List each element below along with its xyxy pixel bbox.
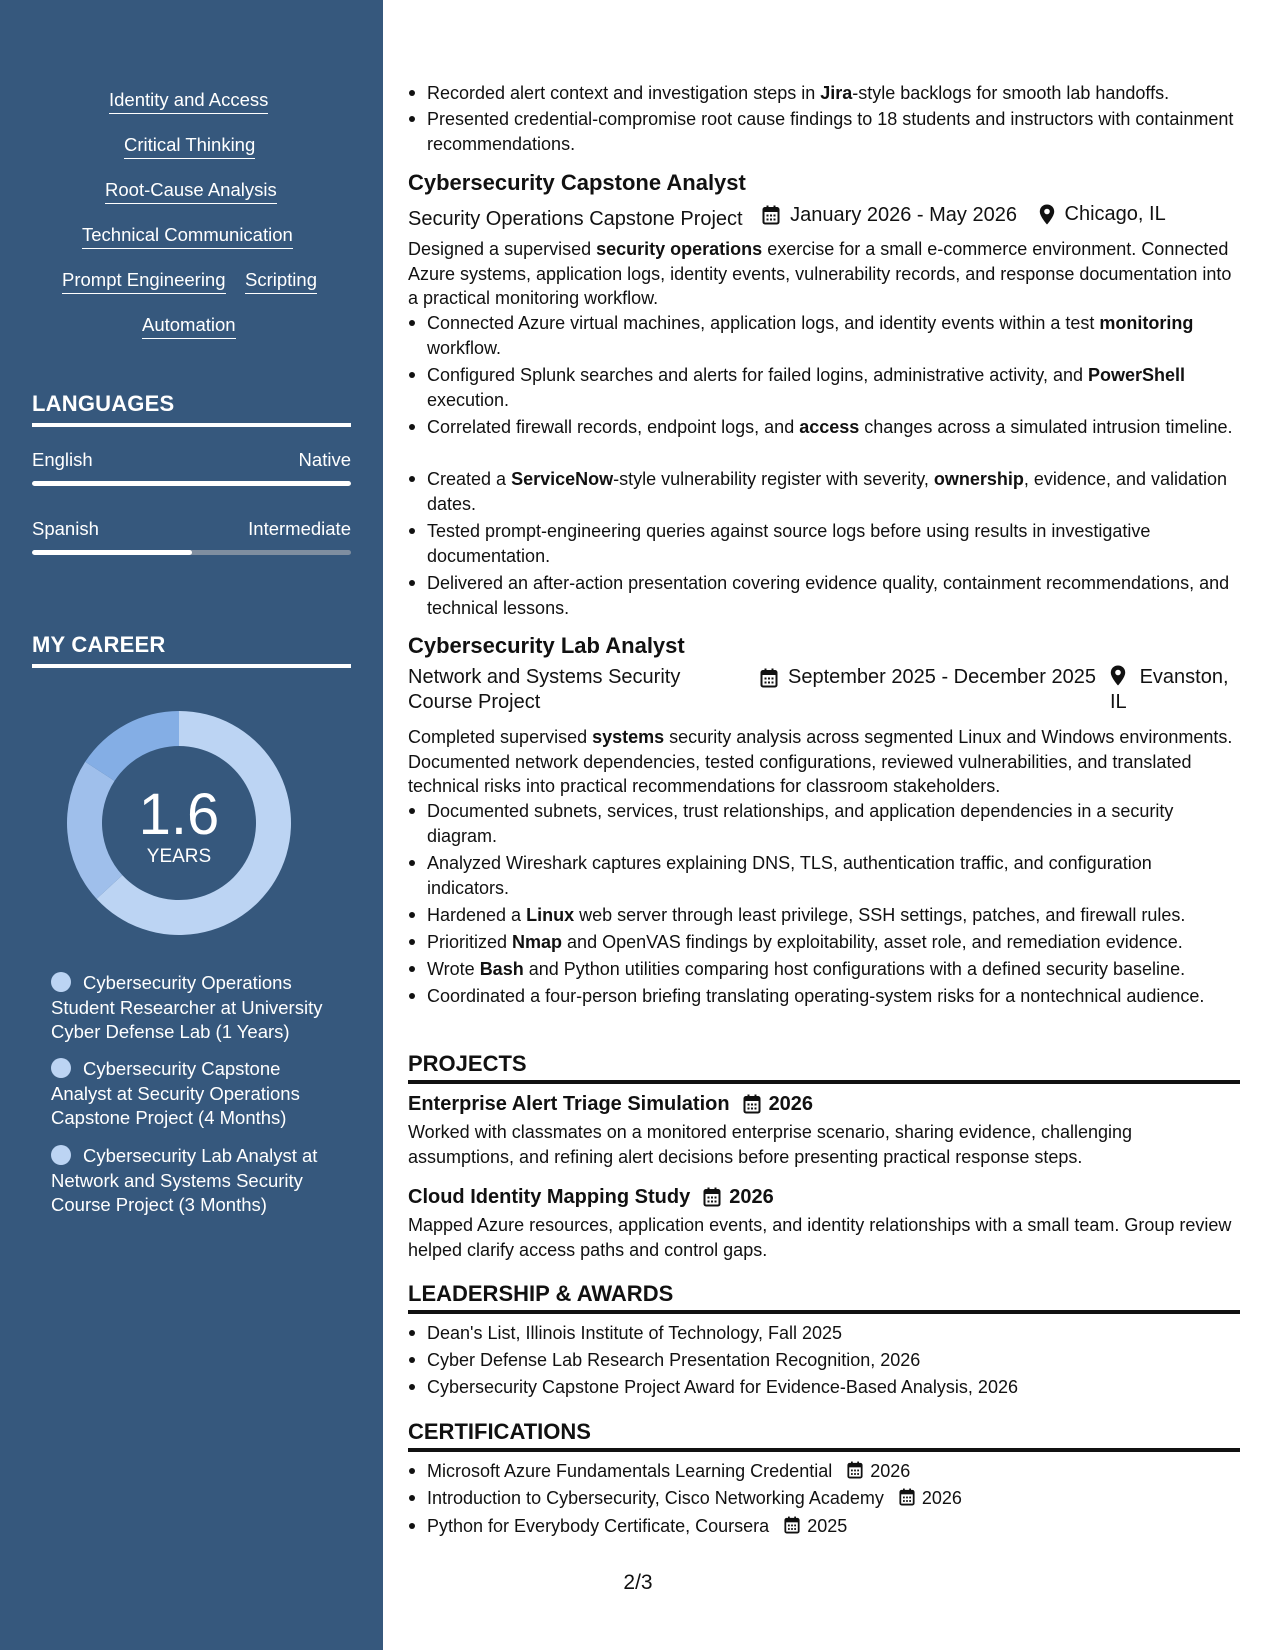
list-item: Presented credential-compromise root cause findings to 18 students and instructors with containment recommendations.: [408, 107, 1238, 156]
skill-tag: Automation: [142, 313, 236, 339]
skill-tag: Technical Communication: [82, 223, 293, 249]
list-item: Recorded alert context and investigation steps in Jira-style backlogs for smooth lab handoffs.: [408, 81, 1238, 106]
job-location: [1039, 202, 1166, 227]
languages-heading: LANGUAGES: [32, 391, 351, 427]
calendar-icon: [703, 1187, 721, 1207]
bold-keyword: Nmap: [512, 932, 563, 952]
sidebar: [0, 0, 383, 1650]
language-row: [32, 517, 351, 541]
project-description: Worked with classmates on a monitored enterprise scenario, sharing evidence, challenging assumptions, and refining alert decisions before presenting practical response steps.: [408, 1122, 1133, 1167]
career-heading: MY CAREER: [32, 632, 351, 668]
bold-keyword: ServiceNow: [511, 469, 614, 489]
map-pin-icon: [1110, 665, 1126, 686]
certification-year: 2026: [870, 1461, 911, 1481]
list-item: Hardened a Linux web server through least privilege, SSH settings, patches, and firewall rules.: [408, 903, 1238, 928]
job-location-text: Chicago, IL: [1064, 203, 1166, 225]
projects-heading: PROJECTS: [408, 1050, 1240, 1084]
skill-tag: Prompt Engineering: [62, 268, 226, 294]
list-item: Created a ServiceNow-style vulnerability register with severity, ownership, evidence, and validation dates.: [408, 467, 1238, 516]
skill-tag: Critical Thinking: [124, 133, 255, 159]
language-level: Native: [298, 449, 351, 470]
project-year: 2026: [729, 1186, 774, 1208]
bold-keyword: Bash: [479, 959, 524, 979]
list-item: Analyzed Wireshark captures explaining DNS, TLS, authentication traffic, and configuration indicators.: [408, 851, 1238, 900]
list-item: Correlated firewall records, endpoint logs, and access changes across a simulated intrusion timeline.: [408, 415, 1238, 440]
job-location: [1110, 665, 1240, 715]
list-item: Connected Azure virtual machines, application logs, and identity events within a test monitoring workflow.: [408, 311, 1238, 360]
leadership-heading: LEADERSHIP & AWARDS: [408, 1280, 1240, 1314]
project-name: Cloud Identity Mapping Study: [408, 1186, 691, 1208]
certification-name: Introduction to Cybersecurity, Cisco Networking Academy: [427, 1488, 884, 1508]
job-dates: [762, 203, 1017, 228]
calendar-icon: [743, 1094, 761, 1114]
bold-keyword: security operations: [596, 239, 763, 259]
job-organization: Network and Systems Security Course Project: [408, 666, 681, 713]
bold-keyword: access: [799, 417, 860, 437]
project-title: [408, 1091, 813, 1117]
skill-tag: Root-Cause Analysis: [105, 178, 277, 204]
certification-item: [408, 1514, 1238, 1539]
calendar-icon: [899, 1488, 915, 1506]
legend-dot-icon: [51, 1058, 71, 1078]
certification-year: 2026: [921, 1488, 962, 1508]
career-total-unit: YEARS: [146, 846, 212, 867]
language-proficiency-fill: [32, 481, 351, 486]
page-number: 2/3: [623, 1571, 653, 1594]
calendar-icon: [762, 205, 780, 225]
certifications-heading: CERTIFICATIONS: [408, 1418, 1240, 1452]
language-proficiency-fill: [32, 550, 192, 555]
career-legend-text: Cybersecurity Lab Analyst at Network and Systems Security Course Project (3 Months): [51, 1145, 318, 1215]
language-name: Spanish: [32, 518, 99, 539]
language-row: [32, 448, 351, 472]
bold-keyword: Jira: [820, 83, 853, 103]
bold-keyword: Linux: [526, 905, 575, 925]
calendar-icon: [760, 668, 778, 688]
list-item: Dean's List, Illinois Institute of Technology, Fall 2025: [408, 1321, 1238, 1346]
career-legend-item: [51, 1057, 341, 1131]
list-item: Wrote Bash and Python utilities comparing host configurations with a defined security baseline.: [408, 957, 1238, 982]
job-dates-text: September 2025 - December 2025: [788, 666, 1096, 688]
career-donut-segment: [85, 711, 179, 781]
certification-item: [408, 1486, 1238, 1511]
job-title: Cybersecurity Capstone Analyst: [408, 170, 746, 195]
career-total-value: 1.6: [138, 782, 220, 847]
skill-tag: Identity and Access: [109, 88, 268, 114]
job-summary: Designed a supervised security operations exercise for a small e-commerce environment. Connected Azure systems, application logs, identity events, vulnerability records, and response documentation into a practical monitoring workflow.: [408, 239, 1232, 308]
legend-dot-icon: [51, 1145, 71, 1165]
language-proficiency-bar: [32, 550, 351, 555]
job-subtitle: [408, 202, 1166, 232]
job-organization: Security Operations Capstone Project: [408, 208, 743, 230]
bold-keyword: PowerShell: [1088, 365, 1186, 385]
main-content: [408, 0, 1240, 1650]
legend-dot-icon: [51, 972, 71, 992]
certification-year: 2025: [807, 1516, 848, 1536]
career-legend-item: [51, 1144, 341, 1218]
list-item: Cybersecurity Capstone Project Award for Evidence-Based Analysis, 2026: [408, 1375, 1238, 1400]
job-dates: [760, 665, 1096, 695]
job-summary: Completed supervised systems security analysis across segmented Linux and Windows environments. Documented network dependencies, tested configurations, reviewed vulnerabilities, and translated technical risks into practical recommendations for classroom stakeholders.: [408, 727, 1233, 796]
job-dates-text: January 2026 - May 2026: [790, 203, 1017, 226]
career-legend-text: Cybersecurity Operations Student Researcher at University Cyber Defense Lab (1 Years): [51, 972, 323, 1042]
career-legend-text: Cybersecurity Capstone Analyst at Security Operations Capstone Project (4 Months): [51, 1058, 300, 1128]
language-level: Intermediate: [248, 518, 351, 539]
skill-tag: Scripting: [245, 268, 317, 294]
calendar-icon: [784, 1516, 800, 1534]
project-description: Mapped Azure resources, application events, and identity relationships with a small team. Group review helped clarify access paths and control gaps.: [408, 1215, 1232, 1260]
list-item: Tested prompt-engineering queries against source logs before using results in investigative documentation.: [408, 519, 1238, 568]
map-pin-icon: [1039, 204, 1055, 225]
list-item: Coordinated a four-person briefing translating operating-system risks for a nontechnical audience.: [408, 984, 1238, 1009]
project-name: Enterprise Alert Triage Simulation: [408, 1093, 730, 1115]
calendar-icon: [847, 1461, 863, 1479]
job-location-text: Evanston, IL: [1110, 666, 1229, 713]
list-item: Cyber Defense Lab Research Presentation Recognition, 2026: [408, 1348, 1238, 1373]
list-item: Delivered an after-action presentation covering evidence quality, containment recommendations, and technical lessons.: [408, 571, 1238, 620]
language-name: English: [32, 449, 93, 470]
certification-name: Microsoft Azure Fundamentals Learning Credential: [427, 1461, 833, 1481]
list-item: Configured Splunk searches and alerts for failed logins, administrative activity, and PowerShell execution.: [408, 363, 1238, 412]
list-item: Documented subnets, services, trust relationships, and application dependencies in a security diagram.: [408, 799, 1238, 848]
certification-item: [408, 1459, 1238, 1484]
bold-keyword: ownership: [933, 469, 1024, 489]
project-title: [408, 1184, 774, 1210]
career-legend-item: [51, 971, 341, 1045]
list-item: Prioritized Nmap and OpenVAS findings by exploitability, asset role, and remediation evidence.: [408, 930, 1238, 955]
language-proficiency-bar: [32, 481, 351, 486]
bold-keyword: monitoring: [1099, 313, 1194, 333]
certification-name: Python for Everybody Certificate, Coursera: [427, 1516, 770, 1536]
bold-keyword: systems: [592, 727, 665, 747]
project-year: 2026: [768, 1093, 814, 1115]
job-title: Cybersecurity Lab Analyst: [408, 633, 685, 658]
